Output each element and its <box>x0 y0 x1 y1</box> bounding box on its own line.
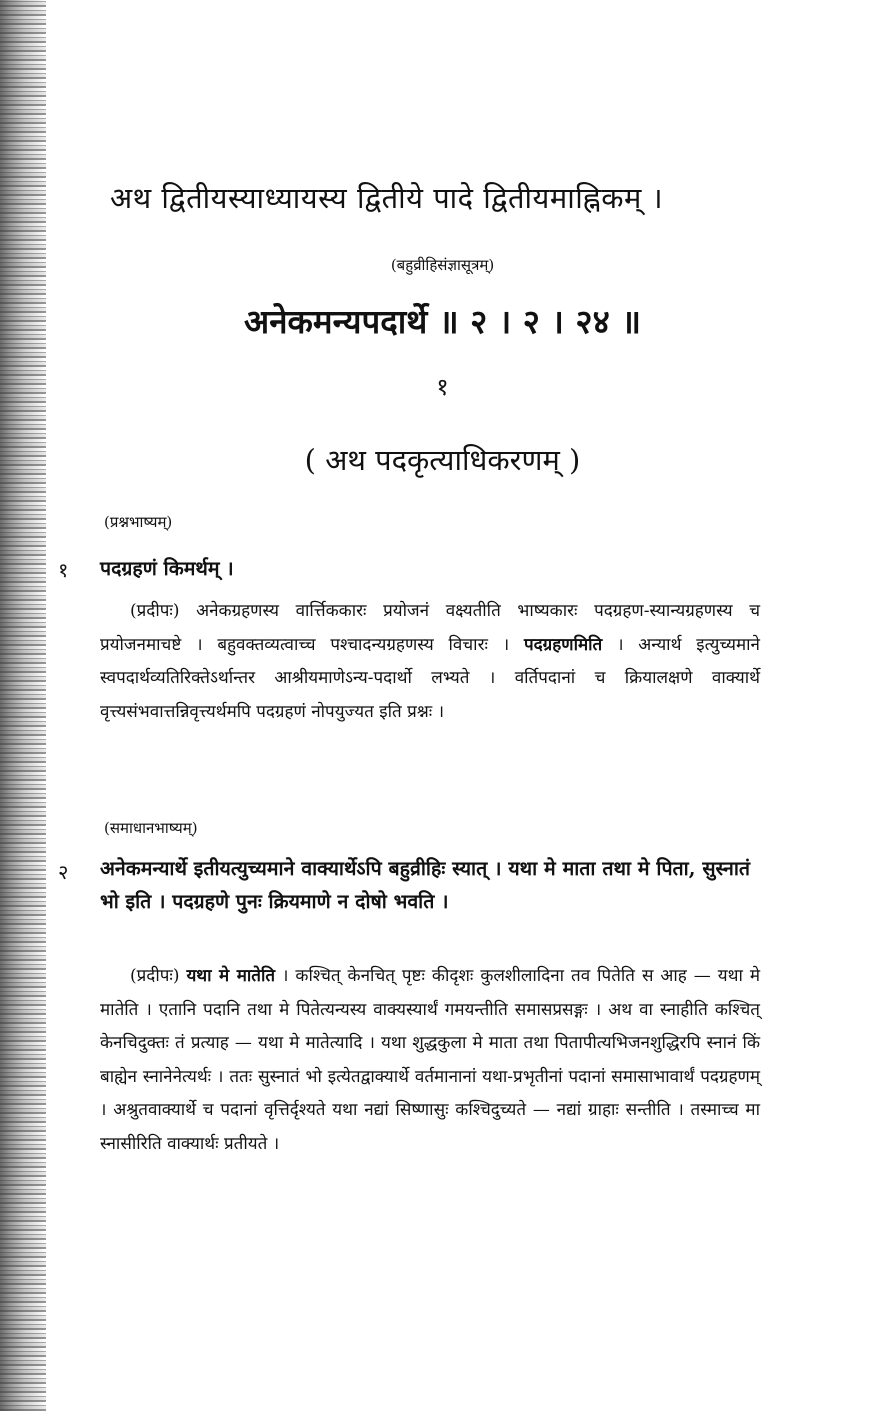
bhashya-number-2: २ <box>58 860 69 884</box>
pradipa-commentary-2 <box>100 960 760 1161</box>
bhashya-text-1: पदग्रहणं किमर्थम् । <box>100 557 234 580</box>
pratika-2: यथा मे मातेति <box>186 966 276 986</box>
pradipa-commentary-1 <box>100 595 760 729</box>
pradipa-text-1a: अनेकग्रहणस्य वार्त्तिककारः प्रयोजनं वक्ष्यतीति भाष्यकारः पदग्रहण-स्यान्यग्रहणस्य च प्रयोजनमाचष्टे । बहुवक्तव्यत्वाच्च पश्चादन्यग्रहणस्य विचारः । <box>100 601 760 655</box>
pradipa-text-1b: । अन्यार्थ इत्युच्यमाने स्वपदार्थव्यतिरिक्तेऽर्थान्तर आश्रीयमाणेऽन्य-पदार्थो लभ्यते । वर्तिपदानां च क्रियालक्षणे वाक्यार्थे वृत्त्यसंभवात्तन्निवृत्त्यर्थमपि पदग्रहणं नोपयुज्यत इति प्रश्नः । <box>100 634 760 722</box>
ahnika-title: अथ द्वितीयस्याध्यायस्य द्वितीये पादे द्वितीयमाह्निकम् । <box>110 181 664 215</box>
section-number: १ <box>436 373 449 401</box>
sutra-tag: (बहुव्रीहिसंज्ञासूत्रम्) <box>390 256 495 274</box>
pradipa-label-1: (प्रदीपः) <box>130 601 180 621</box>
pradipa-label-2: (प्रदीपः) <box>130 966 180 986</box>
sutra-heading: अनेकमन्यपदार्थे ॥ २ । २ । २४ ॥ <box>244 302 641 341</box>
pratika-1: पदग्रहणमिति <box>524 634 603 655</box>
bhashya-number-1: १ <box>58 558 69 582</box>
pradipa-text-2: । कश्चित् केनचित् पृष्टः कीदृशः कुलशीलादिना तव पितेति स आह — यथा मे मातेति । एतानि पदानि तथा मे पितेत्यन्यस्य वाक्यस्यार्थं गमयन्तीति समासप्रसङ्गः । अथ वा स्नाहीति कश्चित् केनचिदुक्तः तं प्रत्याह — यथा मे मातेत्यादि । यथा शुद्धकुला मे माता तथा पितापीत्यभिजनशुद्धिरपि स्नानं किं बाह्येन स्नानेनेत्यर्थः । ततः सुस्नातं भो इत्येतद्वाक्यार्थे वर्तमानानां यथा-प्रभृतीनां पदानां समासाभावार्थं पदग्रहणम् । अश्रुतवाक्यार्थे च पदानां वृत्तिर्दृश्यते यथा नद्यां सिष्णासुः कश्चिदुच्यते — नद्यां ग्राहाः सन्तीति । तस्माच्च मा स्नासीरिति वाक्यार्थः प्रतीयते । <box>100 966 760 1154</box>
adhikarana-title: ( अथ पदकृत्याधिकरणम् ) <box>304 443 581 477</box>
samadhana-bhashya-label: (समाधानभाष्यम्) <box>104 819 198 837</box>
prashna-bhashya-label: (प्रश्नभाष्यम्) <box>104 513 173 531</box>
bhashya-text-2: अनेकमन्यार्थे इतीयत्युच्यमाने वाक्यार्थेऽपि बहुव्रीहिः स्यात् । यथा मे माता तथा मे पिता, सुस्नातं भो इति । पदग्रहणे पुनः क्रियमाणे न दोषो भवति । <box>100 857 750 913</box>
